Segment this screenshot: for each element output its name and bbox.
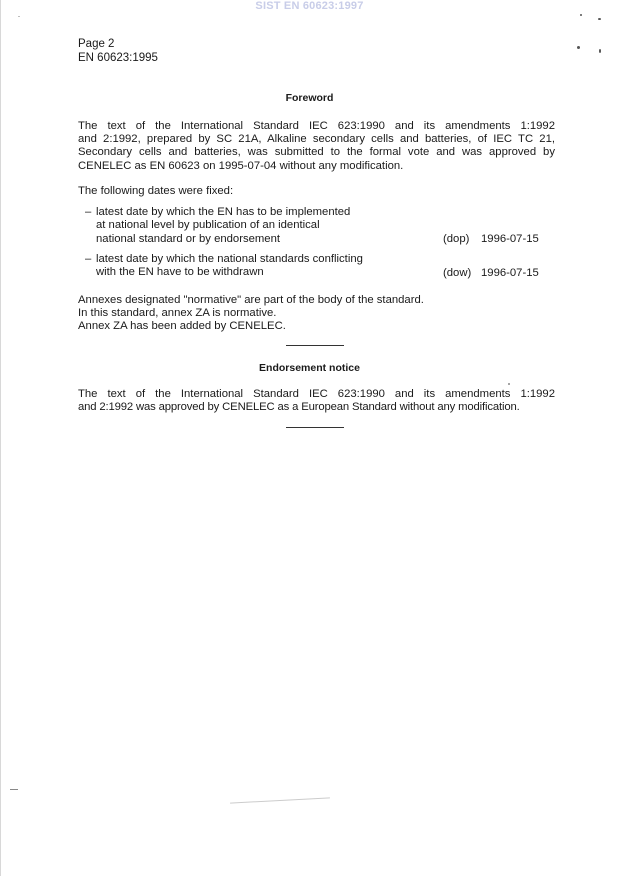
list-dash: –: [85, 206, 92, 218]
scan-speck: [508, 383, 510, 385]
list-dash: –: [85, 253, 92, 265]
date-item-line: national standard or by endorsement: [96, 232, 281, 245]
scan-speck: [10, 789, 18, 790]
endorsement-text: [78, 388, 555, 414]
scan-speck: [230, 797, 330, 803]
foreword-intro-line: CENELEC as EN 60623 on 1995-07-04 without any modification.: [78, 159, 404, 172]
date-item-line: at national level by publication of an identical: [96, 219, 320, 232]
foreword-intro: [78, 120, 555, 173]
foreword-intro-line: Secondary cells and batteries, was submitted to the formal vote and was approved by: [78, 146, 555, 159]
date-item-dow: [85, 253, 555, 281]
scan-speck: [598, 18, 601, 20]
foreword-intro-line: and 2:1992, prepared by SC 21A, Alkaline secondary cells and batteries, of IEC TC 21,: [78, 133, 555, 146]
scan-speck: [580, 14, 582, 16]
scan-speck: [577, 46, 580, 49]
date-item-line: with the EN have to be withdrawn: [96, 266, 264, 279]
date-value: 1996-07-15: [481, 233, 539, 245]
dates-intro: The following dates were fixed:: [78, 185, 234, 197]
annex-line: Annexes designated "normative" are part of the body of the standard.: [78, 294, 424, 306]
foreword-intro-line: The text of the International Standard IEC 623:1990 and its amendments 1:1992: [78, 120, 555, 132]
scan-speck: [599, 49, 601, 53]
foreword-title: Foreword: [285, 92, 334, 104]
endorsement-line: The text of the International Standard IEC 623:1990 and its amendments 1:1992: [78, 388, 555, 400]
date-item-line: latest date by which the EN has to be implemented: [96, 206, 351, 218]
date-code: (dop): [443, 233, 470, 245]
date-item-line: latest date by which the national standards conflicting: [96, 253, 363, 265]
section-divider: [286, 345, 344, 346]
standard-number: EN 60623:1995: [78, 52, 158, 64]
date-item-text: [96, 206, 456, 246]
page-number: Page 2: [78, 38, 115, 50]
section-divider: [286, 427, 344, 428]
date-item-dop: [85, 206, 555, 248]
date-code: (dow): [443, 267, 472, 279]
date-item-text: [96, 253, 456, 280]
scan-margin-line: [0, 0, 1, 876]
date-value: 1996-07-15: [481, 267, 539, 279]
page-header: [78, 37, 158, 65]
annex-note: [78, 294, 555, 334]
annex-line: Annex ZA has been added by CENELEC.: [78, 320, 286, 333]
endorsement-title: Endorsement notice: [259, 362, 360, 374]
scan-speck: [18, 16, 20, 17]
endorsement-line: and 2:1992 was approved by CENELEC as a European Standard without any modification.: [78, 401, 520, 414]
annex-line: In this standard, annex ZA is normative.: [78, 307, 277, 320]
watermark: SIST EN 60623:1997: [255, 0, 364, 12]
